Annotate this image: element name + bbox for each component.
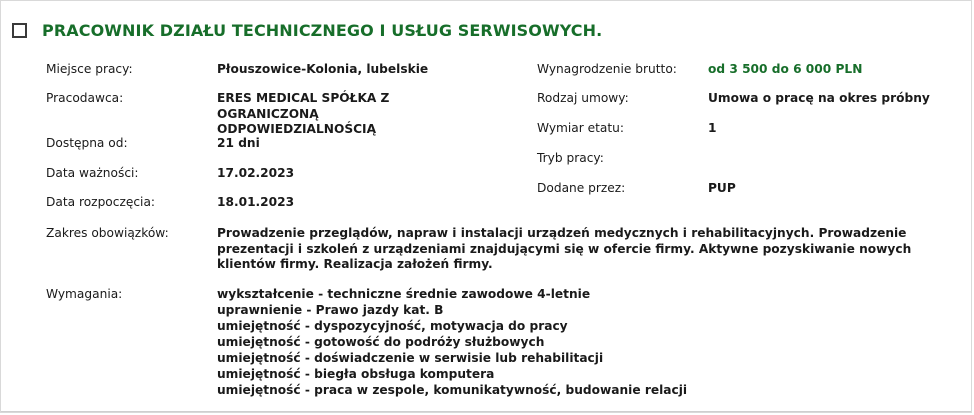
- list-item: umiejętność - doświadczenie w serwisie lub rehabilitacji: [217, 351, 604, 365]
- list-item: uprawnienie - Prawo jazdy kat. B: [217, 303, 444, 317]
- select-offer-checkbox[interactable]: [12, 23, 27, 38]
- requirements-label: Wymagania:: [46, 287, 123, 301]
- list-item: umiejętność - biegła obsługa komputera: [217, 367, 495, 381]
- employer-value: ERES MEDICAL SPÓŁKA Z OGRANICZONĄ ODPOWIEDZIALNOŚCIĄ: [217, 91, 390, 136]
- work-time-value: 1: [708, 121, 717, 135]
- added-by-label: Dodane przez:: [537, 181, 626, 195]
- available-from-label: Dostępna od:: [46, 136, 128, 150]
- expiry-date-label: Data ważności:: [46, 166, 139, 180]
- contract-type-value: Umowa o pracę na okres próbny: [708, 91, 930, 105]
- offer-header: [12, 21, 602, 40]
- salary-value: od 3 500 do 6 000 PLN: [708, 62, 863, 76]
- workplace-label: Miejsce pracy:: [46, 62, 133, 76]
- work-time-label: Wymiar etatu:: [537, 121, 625, 135]
- work-mode-label: Tryb pracy:: [537, 151, 604, 165]
- requirements-list: [217, 286, 687, 398]
- workplace-value: Płouszowice-Kolonia, lubelskie: [217, 62, 429, 76]
- list-item: umiejętność - dyspozycyjność, motywacja do pracy: [217, 319, 568, 333]
- contract-type-label: Rodzaj umowy:: [537, 91, 629, 105]
- start-date-value: 18.01.2023: [217, 195, 295, 209]
- duties-value: Prowadzenie przeglądów, napraw i instalacji urządzeń medycznych i rehabilitacyjnych. Prowadzenie prezentacji i szkoleń z urządzeniami znajdującymi się w ofercie firmy. Aktywne pozyskiwanie nowych klientów firmy. Realizacja założeń firmy.: [217, 226, 912, 271]
- salary-label: Wynagrodzenie brutto:: [537, 62, 677, 76]
- employer-label: Pracodawca:: [46, 91, 124, 105]
- offer-title[interactable]: PRACOWNIK DZIAŁU TECHNICZNEGO I USŁUG SERWISOWYCH.: [42, 21, 603, 40]
- start-date-label: Data rozpoczęcia:: [46, 195, 156, 209]
- duties-label: Zakres obowiązków:: [46, 226, 169, 240]
- expiry-date-value: 17.02.2023: [217, 166, 295, 180]
- available-from-value: 21 dni: [217, 136, 260, 150]
- list-item: umiejętność - gotowość do podróży służbowych: [217, 335, 545, 349]
- list-item: wykształcenie - techniczne średnie zawodowe 4-letnie: [217, 287, 591, 301]
- list-item: umiejętność - praca w zespole, komunikatywność, budowanie relacji: [217, 383, 688, 397]
- added-by-value: PUP: [708, 181, 736, 195]
- bottom-divider: [1, 411, 971, 412]
